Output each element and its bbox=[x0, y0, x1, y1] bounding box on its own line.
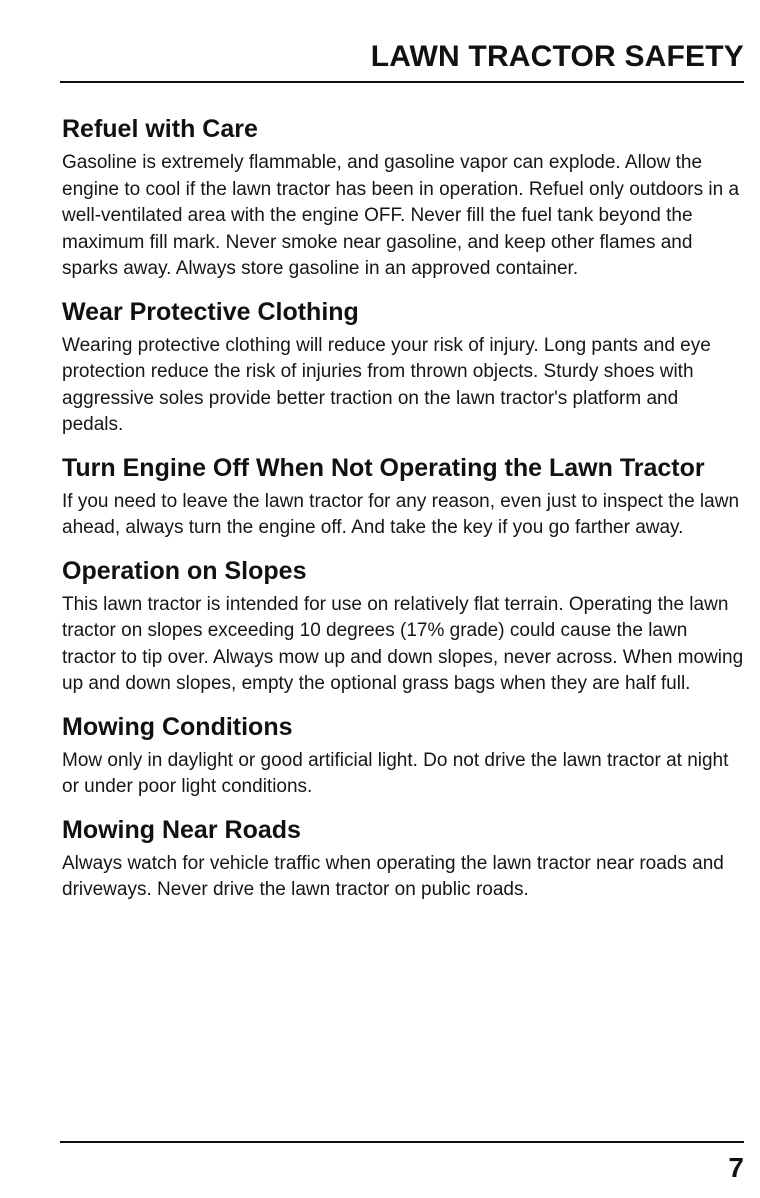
section-turn-engine-off bbox=[62, 451, 744, 542]
section-heading: Operation on Slopes bbox=[62, 556, 307, 585]
page-number: 7 bbox=[728, 1152, 744, 1183]
section-body: Always watch for vehicle traffic when operating the lawn tractor near roads and driveways. Never drive the lawn tractor on public roads. bbox=[62, 852, 724, 900]
section-body: Gasoline is extremely flammable, and gasoline vapor can explode. Allow the engine to cool if the lawn tractor has been in operation. Refuel only outdoors in a well-ventilated area with the engine OFF. Never fill the fuel tank beyond the maximum fill mark. Never smoke near gasoline, and keep other flames and sparks away. Always store gasoline in an approved container. bbox=[62, 152, 740, 279]
section-operation-on-slopes bbox=[62, 554, 744, 698]
section-body: This lawn tractor is intended for use on relatively flat terrain. Operating the lawn tractor on slopes exceeding 10 degrees (17% grade) could cause the lawn tractor to tip over. Always mow up and down slopes, never across. When mowing up and down slopes, empty the optional grass bags when they are half full. bbox=[62, 593, 744, 694]
section-heading: Wear Protective Clothing bbox=[62, 297, 359, 326]
footer-rule bbox=[60, 1141, 744, 1143]
section-heading: Mowing Near Roads bbox=[62, 815, 301, 844]
section-refuel-with-care bbox=[62, 112, 744, 283]
section-body: Mow only in daylight or good artificial light. Do not drive the lawn tractor at night or under poor light conditions. bbox=[62, 749, 729, 797]
section-heading: Mowing Conditions bbox=[62, 712, 293, 741]
header-rule bbox=[60, 81, 744, 83]
section-mowing-conditions bbox=[62, 710, 744, 801]
section-body: If you need to leave the lawn tractor for any reason, even just to inspect the lawn ahead, always turn the engine off. And take the key if you go farther away. bbox=[62, 490, 740, 538]
section-heading: Turn Engine Off When Not Operating the Lawn Tractor bbox=[62, 453, 705, 482]
section-heading: Refuel with Care bbox=[62, 115, 258, 143]
page-title: LAWN TRACTOR SAFETY bbox=[370, 40, 744, 73]
section-mowing-near-roads bbox=[62, 813, 744, 904]
section-body: Wearing protective clothing will reduce your risk of injury. Long pants and eye protection reduce the risk of injuries from thrown objects. Sturdy shoes with aggressive soles provide better traction on the lawn tractor's platform and pedals. bbox=[62, 334, 711, 435]
section-wear-protective-clothing bbox=[62, 295, 744, 439]
page-content bbox=[62, 112, 744, 916]
